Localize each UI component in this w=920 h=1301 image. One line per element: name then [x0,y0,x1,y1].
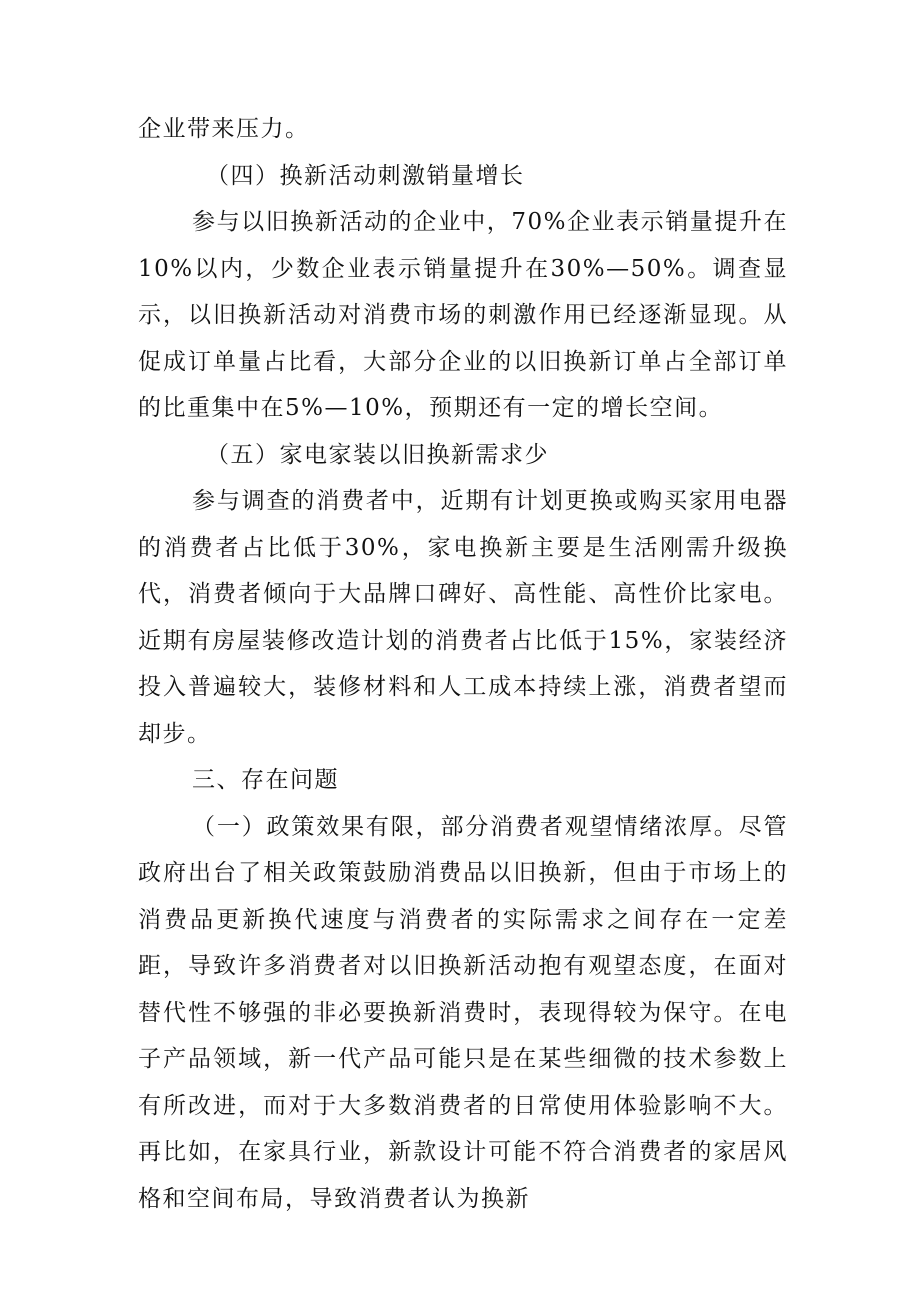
paragraph-appliance-demand: 参与调查的消费者中，近期有计划更换或购买家用电器的消费者占比低于30%，家电换新主要是生活刚需升级换代，消费者倾向于大品牌口碑好、高性能、高性价比家电。近期有房屋装修改造计划的消费者占比低于15%，家装经济投入普遍较大，装修材料和人工成本持续上涨，消费者望而却步。 [138,488,788,747]
heading-section-5: （五）家电家装以旧换新需求少 [206,441,549,468]
heading-section-4: （四）换新活动刺激销量增长 [206,162,525,189]
paragraph-sales-growth: 参与以旧换新活动的企业中，70%企业表示销量提升在10%以内，少数企业表示销量提升在30%—50%。调查显示，以旧换新活动对消费市场的刺激作用已经逐渐显现。从促成订单量占比看，大部分企业的以旧换新订单占全部订单的比重集中在5%—10%，预期还有一定的增长空间。 [138,209,788,421]
heading-chapter-3: 三、存在问题 [192,767,339,793]
paragraph-policy-effect: （一）政策效果有限，部分消费者观望情绪浓厚。尽管政府出台了相关政策鼓励消费品以旧换新，但由于市场上的消费品更新换代速度与消费者的实际需求之间存在一定差距，导致许多消费者对以旧换新活动抱有观望态度，在面对替代性不够强的非必要换新消费时，表现得较为保守。在电子产品领域，新一代产品可能只是在某些细微的技术参数上有所改进，而对于大多数消费者的日常使用体验影响不大。再比如，在家具行业，新款设计可能不符合消费者的家居风格和空间布局，导致消费者认为换新 [138,813,788,1212]
paragraph-continuation: 企业带来压力。 [138,116,310,142]
document-body [138,106,788,1222]
